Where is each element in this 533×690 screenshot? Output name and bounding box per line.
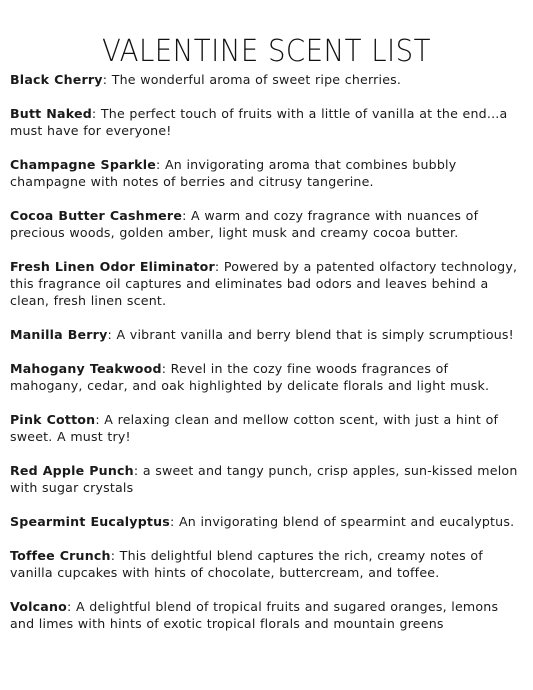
scent-description: A delightful blend of tropical fruits and sugared oranges, lemons and limes with hints of exotic tropical florals and mountain greens (10, 599, 499, 631)
scent-entry-spearmint-eucalyptus: Spearmint Eucalyptus: An invigorating blend of spearmint and eucalyptus. (10, 514, 515, 529)
scent-name: Volcano (10, 599, 68, 614)
scent-list (10, 71, 523, 632)
scent-entry-mahogany-teakwood: Mahogany Teakwood: Revel in the cozy fine woods fragrances of mahogany, cedar, and oak highlighted by delicate florals and light musk. (10, 361, 490, 393)
scent-name: Butt Naked (10, 106, 92, 121)
scent-description: A relaxing clean and mellow cotton scent, with just a hint of sweet. A must try! (10, 412, 499, 444)
scent-name: Champagne Sparkle (10, 157, 156, 172)
scent-name: Spearmint Eucalyptus (10, 514, 170, 529)
scent-name: Mahogany Teakwood (10, 361, 162, 376)
scent-description: Revel in the cozy fine woods fragrances of mahogany, cedar, and oak highlighted by delicate florals and light musk. (10, 361, 490, 393)
scent-entry-pink-cotton: Pink Cotton: A relaxing clean and mellow cotton scent, with just a hint of sweet. A must try! (10, 412, 499, 444)
scent-entry-butt-naked: Butt Naked: The perfect touch of fruits with a little of vanilla at the end...a must have for everyone! (10, 106, 508, 138)
scent-entry-volcano: Volcano: A delightful blend of tropical fruits and sugared oranges, lemons and limes with hints of exotic tropical florals and mountain greens (10, 599, 499, 631)
scent-name: Toffee Crunch (10, 548, 111, 563)
scent-description: A vibrant vanilla and berry blend that is simply scrumptious! (116, 327, 514, 342)
page-title: VALENTINE SCENT LIST (102, 34, 431, 69)
scent-description: An invigorating aroma that combines bubbly champagne with notes of berries and citrusy tangerine. (10, 157, 457, 189)
scent-entry-toffee-crunch: Toffee Crunch: This delightful blend captures the rich, creamy notes of vanilla cupcakes with hints of chocolate, buttercream, and toffee. (10, 548, 483, 580)
scent-entry-red-apple-punch: Red Apple Punch: a sweet and tangy punch, crisp apples, sun-kissed melon with sugar crystals (10, 463, 518, 495)
scent-entry-black-cherry: Black Cherry: The wonderful aroma of sweet ripe cherries. (10, 72, 402, 87)
scent-description: An invigorating blend of spearmint and eucalyptus. (178, 514, 515, 529)
scent-entry-cocoa-butter-cashmere: Cocoa Butter Cashmere: A warm and cozy fragrance with nuances of precious woods, golden amber, light musk and creamy cocoa butter. (10, 208, 479, 240)
scent-description: The perfect touch of fruits with a little of vanilla at the end...a must have for everyone! (10, 106, 508, 138)
scent-name: Black Cherry (10, 72, 103, 87)
scent-description: a sweet and tangy punch, crisp apples, sun-kissed melon with sugar crystals (10, 463, 518, 495)
scent-name: Manilla Berry (10, 327, 108, 342)
scent-description: The wonderful aroma of sweet ripe cherries. (111, 72, 402, 87)
scent-entry-champagne-sparkle: Champagne Sparkle: An invigorating aroma that combines bubbly champagne with notes of berries and citrusy tangerine. (10, 157, 457, 189)
scent-description: This delightful blend captures the rich, creamy notes of vanilla cupcakes with hints of chocolate, buttercream, and toffee. (10, 548, 483, 580)
scent-entry-manilla-berry: Manilla Berry: A vibrant vanilla and berry blend that is simply scrumptious! (10, 327, 514, 342)
scent-name: Fresh Linen Odor Eliminator (10, 259, 215, 274)
scent-name: Pink Cotton (10, 412, 96, 427)
scent-entry-fresh-linen: Fresh Linen Odor Eliminator: Powered by a patented olfactory technology, this fragrance oil captures and eliminates bad odors and leaves behind a clean, fresh linen scent. (10, 259, 518, 308)
scent-description: A warm and cozy fragrance with nuances of precious woods, golden amber, light musk and creamy cocoa butter. (10, 208, 479, 240)
scent-name: Red Apple Punch (10, 463, 134, 478)
scent-name: Cocoa Butter Cashmere (10, 208, 183, 223)
scent-description: Powered by a patented olfactory technology, this fragrance oil captures and eliminates bad odors and leaves behind a clean, fresh linen scent. (10, 259, 518, 308)
